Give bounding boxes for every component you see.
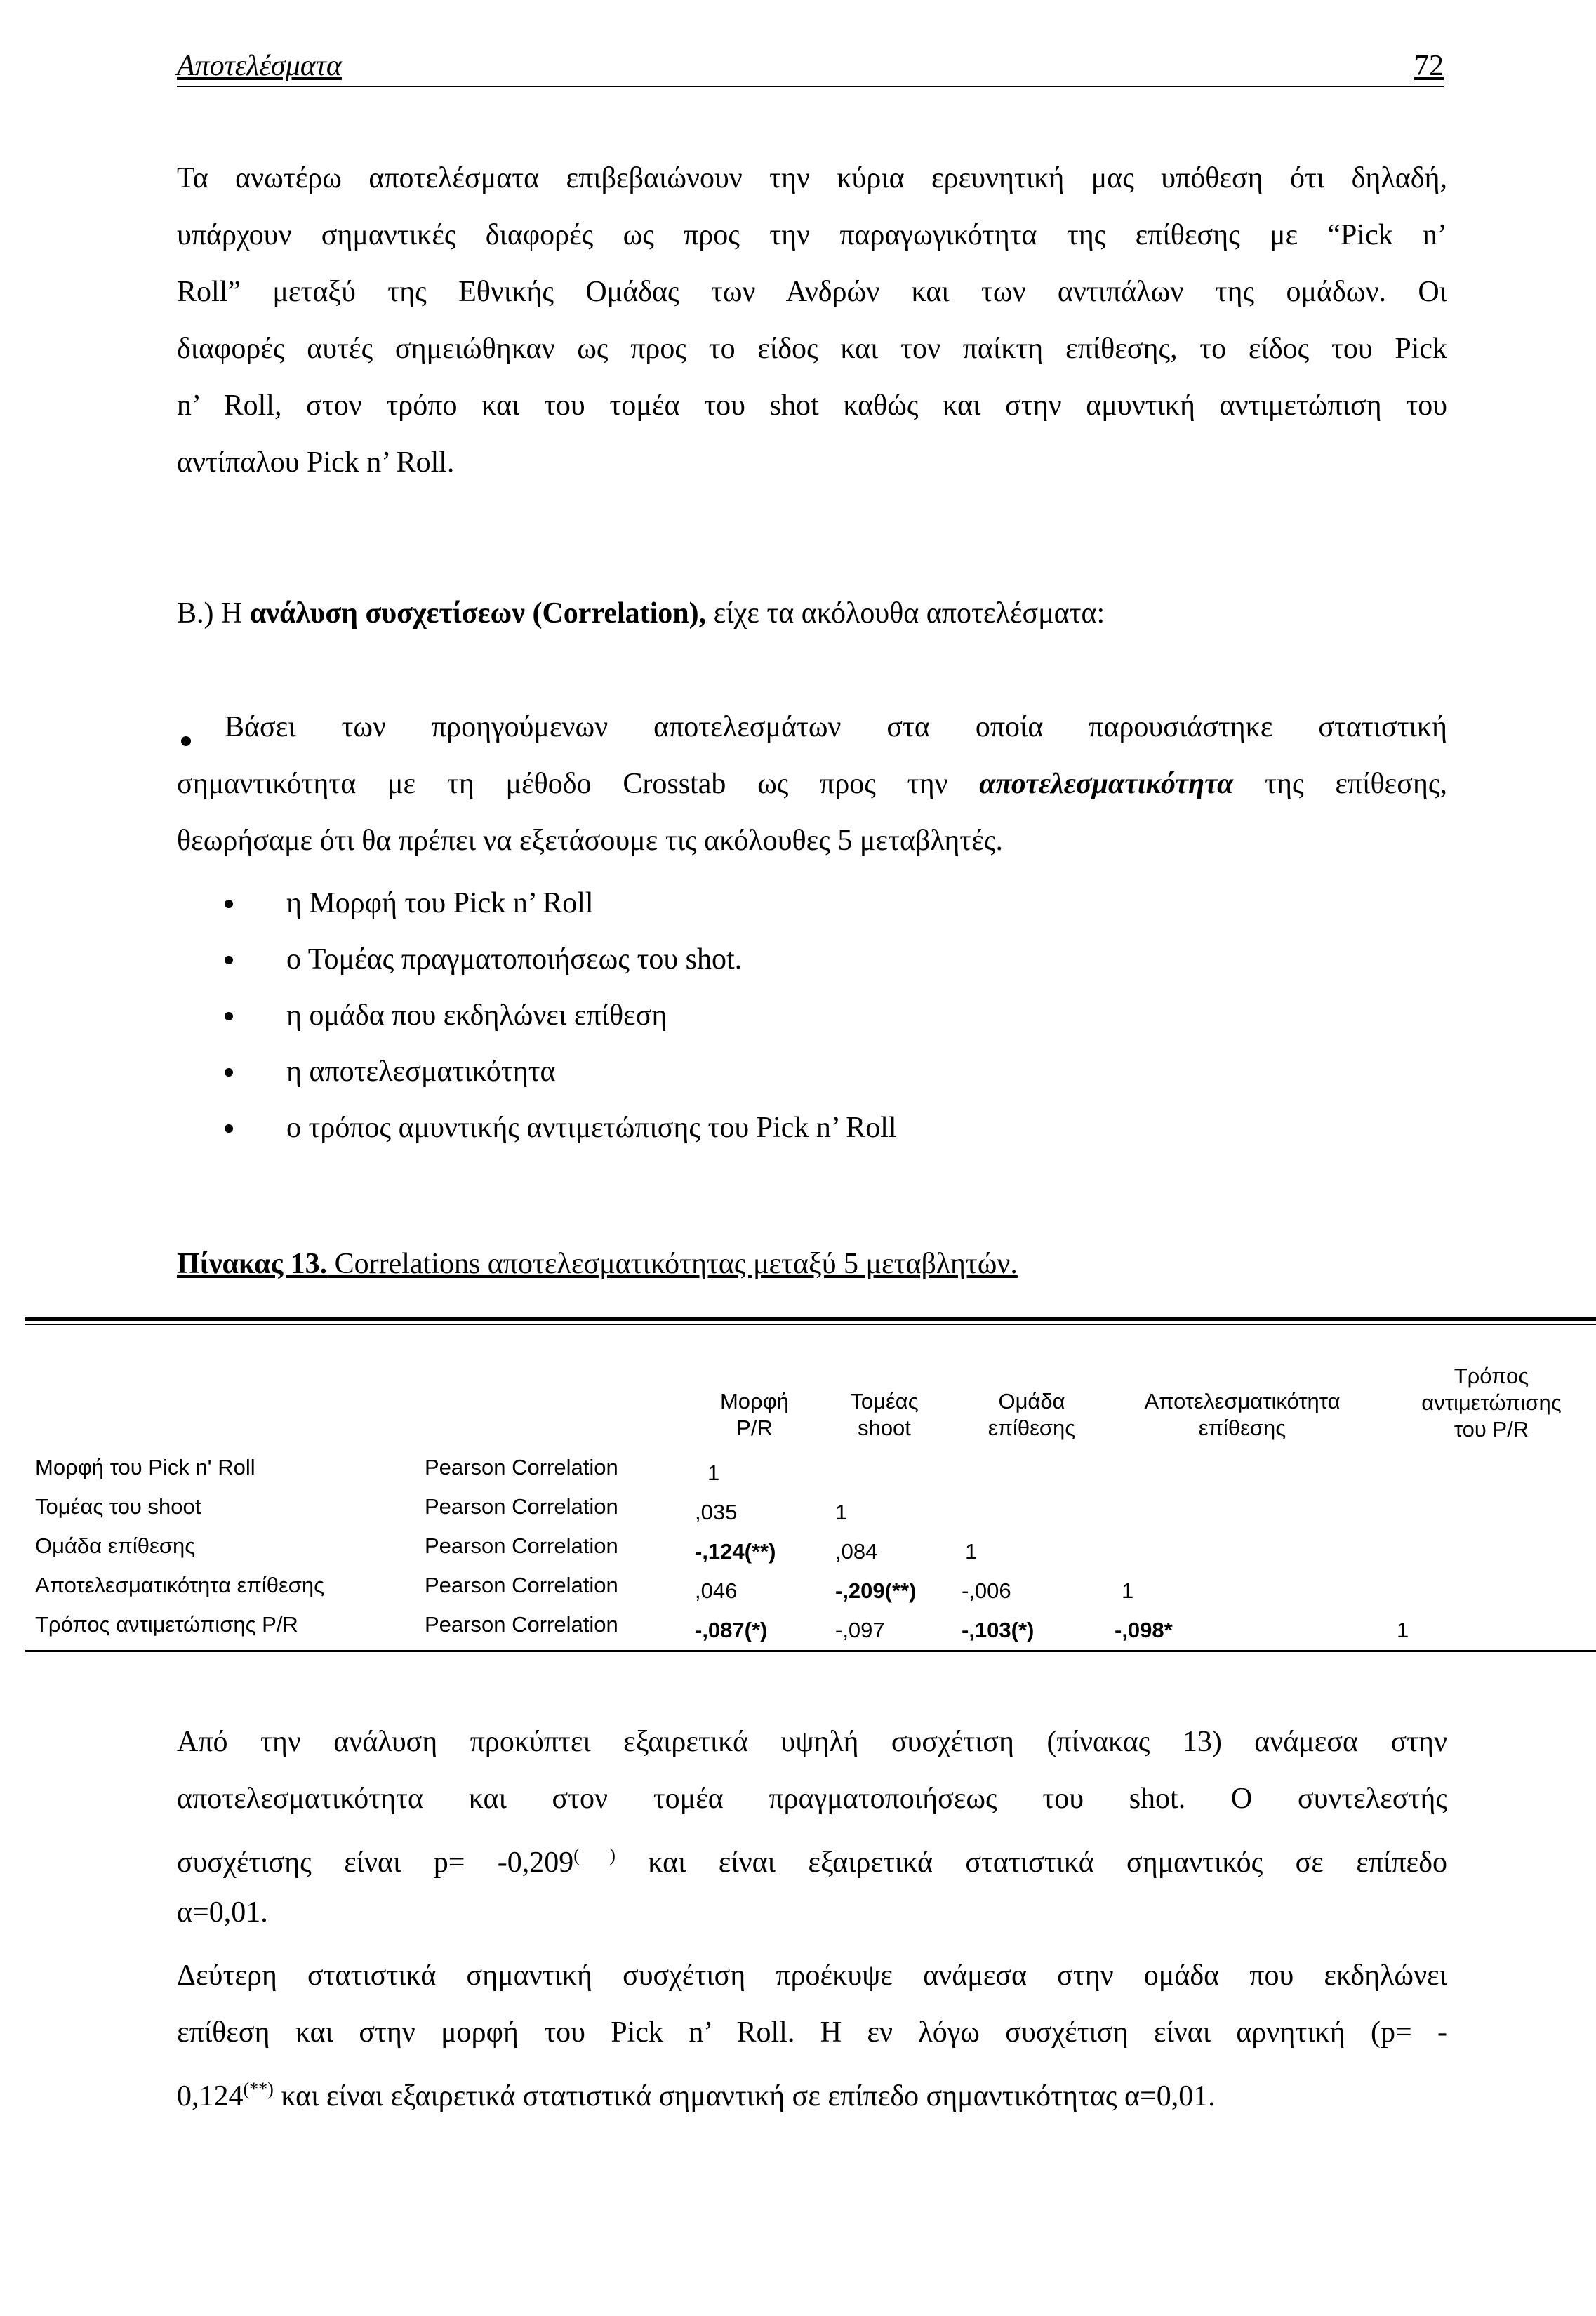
paragraph-line: Από την ανάλυση προκύπτει εξαιρετικά υψηλή συσχέτιση (πίνακας 13) ανάμεσα στην <box>177 1726 1447 1758</box>
table-cell: 1 <box>1122 1578 1134 1603</box>
paragraph-line <box>177 1835 1447 1879</box>
table-cell: ,046 <box>695 1578 738 1603</box>
column-header-defense: Τρόπος αντιμετώπισης του P/R <box>1421 1364 1562 1442</box>
bullet-line-2 <box>177 764 1447 804</box>
bullet-dot-icon <box>225 1124 233 1133</box>
bullet-line-2-end: της επίθεσης, <box>1233 768 1447 800</box>
table-cell: 1 <box>1397 1618 1409 1642</box>
table-caption <box>177 1244 1018 1284</box>
bullet-dot-icon <box>225 900 233 908</box>
table-cell: -,006 <box>962 1578 1011 1603</box>
table-cell: 1 <box>965 1539 978 1564</box>
row-label: Αποτελεσματικότητα επίθεσης <box>35 1573 325 1597</box>
column-header-team: Ομάδα επίθεσης <box>987 1389 1076 1440</box>
paragraph-line: Τα ανωτέρω αποτελέσματα επιβεβαιώνουν την κύρια ερευνητική μας υπόθεση ότι δηλαδή, <box>177 162 1447 194</box>
row-stat: Pearson Correlation <box>425 1494 618 1519</box>
paragraph-line: αποτελεσματικότητα και στον τομέα πραγματοποιήσεως του shot. Ο συντελεστής <box>177 1783 1447 1815</box>
bullet-dot-icon <box>225 956 233 964</box>
bullet-line-1: Βάσει των προηγούμενων αποτελεσμάτων στα οποία παρουσιάστηκε στατιστική <box>225 711 1447 743</box>
page-number: 72 <box>1414 50 1444 82</box>
paragraph-line: υπάρχουν σημαντικές διαφορές ως προς την παραγωγικότητα της επίθεσης με “Pick n’ <box>177 219 1447 251</box>
section-title: Αποτελέσματα <box>177 50 342 82</box>
paragraph-line: Δεύτερη στατιστικά σημαντική συσχέτιση προέκυψε ανάμεσα στην ομάδα που εκδηλώνει <box>177 1959 1447 1992</box>
bullet-dot-icon <box>225 1068 233 1077</box>
table-cell: -,209(**) <box>835 1578 917 1603</box>
section-b-prefix: Β.) Η <box>177 597 250 630</box>
column-header-sector: Τομέας shoot <box>850 1389 919 1440</box>
section-b-heading <box>177 593 1105 634</box>
table-top-rule <box>25 1317 1596 1321</box>
bullet-line-3: θεωρήσαμε ότι θα πρέπει να εξετάσουμε τις ακόλουθες 5 μεταβλητές. <box>177 825 1003 857</box>
row-stat: Pearson Correlation <box>425 1533 618 1558</box>
table-cell: -,097 <box>835 1618 885 1642</box>
column-header-form: Μορφή P/R <box>719 1389 790 1440</box>
table-bottom-rule <box>25 1650 1596 1652</box>
row-label: Τομέας του shoot <box>35 1494 201 1519</box>
coefficient-text-end: και είναι εξαιρετικά στατιστικά σημαντικός σε επίπεδο <box>615 1846 1447 1879</box>
row-stat: Pearson Correlation <box>425 1455 618 1479</box>
coefficient-value: 0,124 <box>177 2080 244 2112</box>
caption-text: Correlations αποτελεσματικότητας μεταξύ 5 μεταβλητών. <box>327 1248 1018 1280</box>
emphasis-effectiveness: αποτελεσματικότητα <box>979 768 1234 800</box>
bullet-dot-icon <box>225 1012 233 1020</box>
document-page: Αποτελέσματα 72 Τα ανωτέρω αποτελέσματα επιβεβαιώνουν την κύρια ερευνητική μας υπόθεση ότι δηλαδή, υπάρχουν σημαντικές διαφορές ως προς την παραγωγικότητα της επίθεσης με “Pick n’ Roll” μεταξύ της Εθνικής Ομάδας των Ανδρών και των αντιπάλων της ομάδων. Οι διαφορές αυτές σημειώθηκαν ως προς το είδος και τον παίκτη επίθεσης, το είδος του Pick n’ Roll, στον τρόπο και του τομέα του shot καθώς και στην αμυντική αντιμετώπιση του αντίπαλου Pick n’ Roll. Β.) Η ανάλυση συσχετίσεων (Correlation), είχε τα ακόλουθα αποτελέσματα: Βάσει των προηγούμενων αποτελεσμάτων στα οποία παρουσιάστηκε στατιστική σημαντικότητα με τη μέθοδο Crosstab ως προς την αποτελεσματικότητα της επίθεσης, θεωρήσαμε ότι θα πρέπει να εξετάσουμε τις ακόλουθες 5 μεταβλητές. η Μορφή του Pick n’ Roll ο Τομέας πραγματοποιήσεως του shot. η ομάδα που εκδηλώνει επίθεση η αποτελεσματικότητα ο τρόπος αμυντικής αντιμετώπισης του Pick n’ Roll Πίνακας 13. Correlations αποτελεσματικότητας μεταξύ 5 μεταβλητών. Μορφή P/R Τομέας shoot Ομάδα επίθεσης Αποτελεσματικότητα επίθεσης Τρόπος αντιμετώπισης του P/R Μορφή του Pick n' Roll Pearson Correlation 1 Τομέας του shoot Pearson Correlation ,035 1 Ομάδα επίθεσης Pearson Correlation -,124(**) ,084 1 Αποτελεσματικότητα επίθεσης Pearson Correlation ,046 -,209(**) -,006 1 Τρόπος αντιμετώπισης P/R Pearson Correlation -,087(*) -,097 -,103(*) -,098* 1 Από την ανάλυση προκύπτει εξαιρετικά υψηλή συσχέτιση (πίνακας 13) ανάμεσα στην αποτελεσματικότητα και στον τομέα πραγματοποιήσεως του shot. Ο συντελεστής συσχέτισης είναι p= -0,209( ) και είναι εξαιρετικά στατιστικά σημαντικός σε επίπεδο α=0,01. Δεύτερη στατιστικά σημαντική συσχέτιση προέκυψε ανάμεσα στην ομάδα που εκδηλώνει επίθεση και στην μορφή του Pick n’ Roll. Η εν λόγω συσχέτιση είναι αρνητική (p= - 0,124(**) και είναι εξαιρετικά στατιστικά σημαντική σε επίπεδο σημαντικότητας α=0,01. <box>0 0 1596 2316</box>
row-stat: Pearson Correlation <box>425 1612 618 1637</box>
paragraph-line: επίθεση και στην μορφή του Pick n’ Roll. Η εν λόγω συσχέτιση είναι αρνητική (p= - <box>177 2016 1447 2049</box>
section-b-suffix: είχε τα ακόλουθα αποτελέσματα: <box>706 597 1105 630</box>
row-stat: Pearson Correlation <box>425 1573 618 1597</box>
table-cell: 1 <box>707 1460 720 1485</box>
significance-marker: ( ) <box>573 1845 616 1865</box>
significance-marker: (**) <box>243 2079 274 2099</box>
table-cell: -,087(*) <box>695 1618 768 1642</box>
paragraph-line: α=0,01. <box>177 1896 268 1929</box>
table-cell: -,103(*) <box>962 1618 1035 1642</box>
row-label: Τρόπος αντιμετώπισης P/R <box>35 1612 298 1637</box>
column-header-effectiveness: Αποτελεσματικότητα επίθεσης <box>1144 1389 1341 1440</box>
row-label: Μορφή του Pick n' Roll <box>35 1455 255 1479</box>
page-header <box>177 44 1444 87</box>
table-cell: 1 <box>835 1500 848 1524</box>
paragraph-line: Roll” μεταξύ της Εθνικής Ομάδας των Ανδρών και των αντιπάλων της ομάδων. Οι <box>177 276 1447 308</box>
bullet-line-2-start: σημαντικότητα με τη μέθοδο Crosstab ως προς την <box>177 768 980 800</box>
table-top-rule-thin <box>25 1324 1596 1325</box>
table-cell: ,084 <box>835 1539 878 1564</box>
paragraph-line: διαφορές αυτές σημειώθηκαν ως προς το είδος και τον παίκτη επίθεσης, το είδος του Pick <box>177 333 1447 365</box>
bullet-dot-icon <box>181 722 191 756</box>
section-b-bold: ανάλυση συσχετίσεων (Correlation), <box>249 597 707 630</box>
paragraph-line: n’ Roll, στον τρόπο και του τομέα του shot καθώς και στην αμυντική αντιμετώπιση του <box>177 390 1447 422</box>
table-cell: ,035 <box>695 1500 738 1524</box>
table-cell: -,124(**) <box>695 1539 776 1564</box>
coefficient-text: συσχέτισης είναι p= -0,209 <box>177 1846 574 1879</box>
table-cell: -,098* <box>1115 1618 1173 1642</box>
paragraph-line: αντίπαλου Pick n’ Roll. <box>177 446 455 479</box>
row-label: Ομάδα επίθεσης <box>35 1533 196 1558</box>
paragraph-line <box>177 2069 1447 2110</box>
caption-label: Πίνακας 13. <box>177 1248 328 1280</box>
coefficient-text-end: και είναι εξαιρετικά στατιστικά σημαντική σε επίπεδο σημαντικότητας α=0,01. <box>273 2080 1216 2112</box>
